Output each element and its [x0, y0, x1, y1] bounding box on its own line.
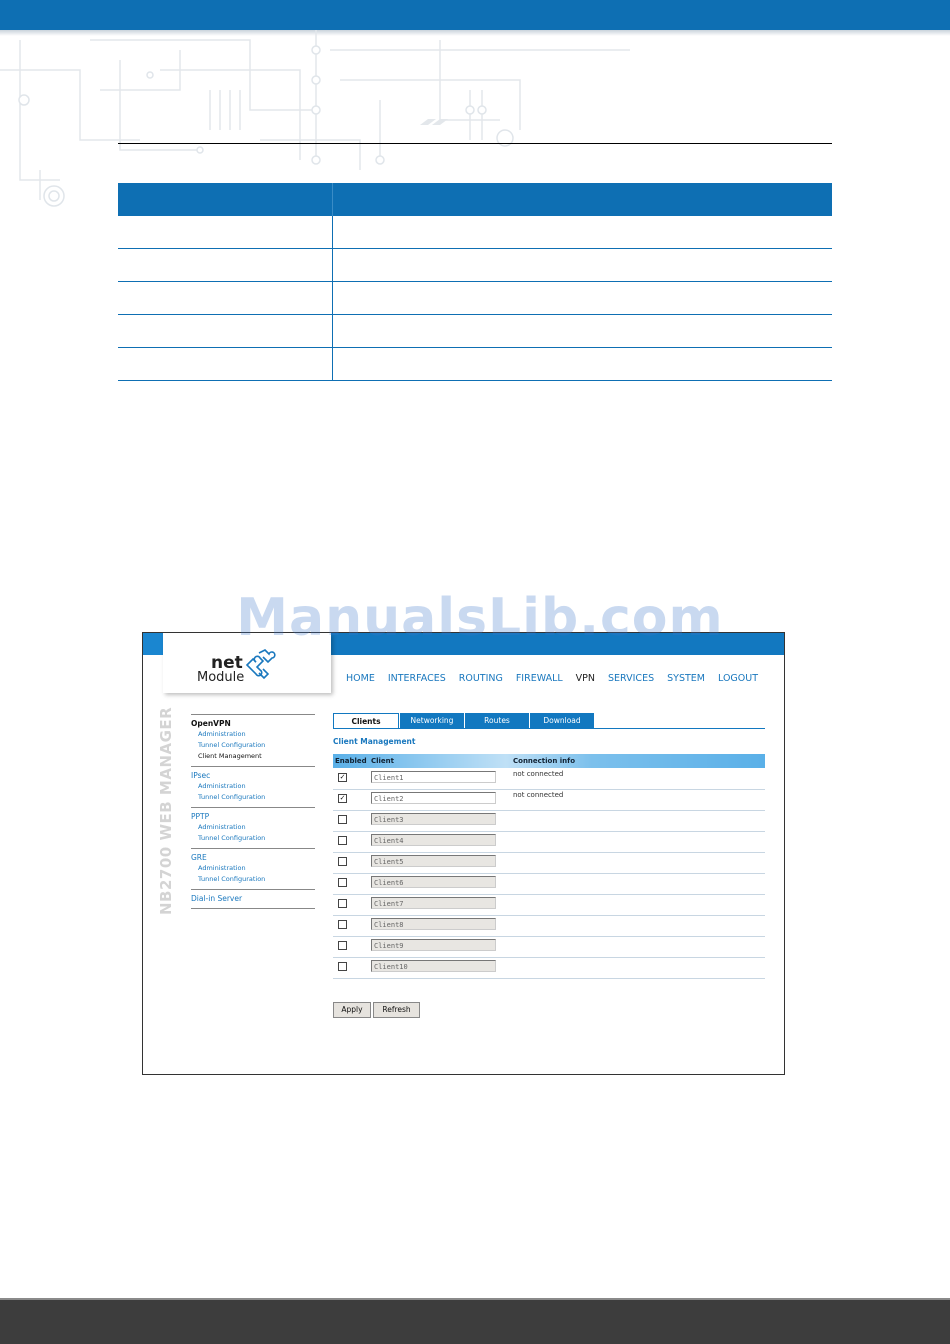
tab-routes[interactable]: Routes — [465, 713, 529, 728]
sidebar-group-pptp — [191, 807, 315, 848]
client-enabled-checkbox[interactable]: ✓ — [339, 794, 346, 802]
watermark: ManualsLib.com — [236, 588, 724, 648]
client-name-input[interactable]: Client3 — [371, 813, 496, 825]
tab-bar — [333, 713, 594, 728]
connection-info: not connected — [513, 791, 564, 799]
client-name-input[interactable]: Client10 — [371, 960, 496, 972]
web-manager-screenshot — [142, 632, 785, 1075]
nav-routing[interactable]: ROUTING — [458, 673, 503, 684]
tab-download[interactable]: Download — [530, 713, 594, 728]
client-enabled-checkbox[interactable] — [338, 878, 347, 887]
table-row — [118, 216, 832, 249]
client-enabled-checkbox[interactable] — [338, 815, 347, 824]
sidebar-item-gre[interactable]: GRE — [191, 853, 207, 862]
table-row — [118, 249, 832, 282]
nav-logout[interactable]: LOGOUT — [717, 673, 759, 684]
header-corner — [143, 633, 164, 655]
apply-button[interactable]: Apply — [333, 1002, 371, 1018]
sidebar-item-openvpn-administration[interactable]: Administration — [198, 730, 246, 738]
document-table — [118, 183, 832, 381]
table-row — [333, 936, 765, 958]
clients-table-header — [333, 754, 765, 768]
sidebar-item-ipsec-administration[interactable]: Administration — [198, 782, 246, 790]
tab-underline — [333, 728, 765, 729]
column-header-enabled: Enabled — [335, 757, 367, 765]
sidebar-item-gre-tunnel-configuration[interactable]: Tunnel Configuration — [198, 875, 266, 883]
table-row — [333, 810, 765, 832]
sidebar — [191, 714, 315, 909]
sidebar-group-openvpn — [191, 714, 315, 766]
client-enabled-checkbox[interactable] — [338, 836, 347, 845]
sidebar-item-client-management[interactable]: Client Management — [198, 752, 262, 760]
vertical-product-label: NB2700 WEB MANAGER — [157, 706, 175, 915]
sidebar-item-pptp[interactable]: PPTP — [191, 812, 210, 821]
client-name-input[interactable]: Client2 — [371, 792, 496, 804]
refresh-button[interactable]: Refresh — [373, 1002, 420, 1018]
tab-networking[interactable]: Networking — [400, 713, 464, 728]
document-rule — [118, 143, 832, 144]
sidebar-item-dialin-server[interactable]: Dial-in Server — [191, 894, 243, 903]
client-enabled-checkbox[interactable] — [338, 899, 347, 908]
page-header-bar — [0, 0, 950, 30]
logo-net-text: net — [211, 653, 243, 673]
sidebar-item-ipsec-tunnel-configuration[interactable]: Tunnel Configuration — [198, 793, 266, 801]
client-enabled-checkbox[interactable]: ✓ — [339, 773, 346, 781]
client-name-input[interactable]: Client4 — [371, 834, 496, 846]
column-header-connection-info: Connection info — [513, 757, 576, 765]
sidebar-group-ipsec — [191, 766, 315, 807]
logo-module-text: Module — [197, 670, 245, 685]
table-row — [333, 915, 765, 937]
table-row — [118, 348, 832, 381]
client-name-input[interactable]: Client6 — [371, 876, 496, 888]
client-enabled-checkbox[interactable] — [338, 857, 347, 866]
column-header-client: Client — [371, 757, 395, 765]
page-footer-bar — [0, 1300, 950, 1344]
table-row — [118, 282, 832, 315]
client-name-input[interactable]: Client5 — [371, 855, 496, 867]
client-name-input[interactable]: Client8 — [371, 918, 496, 930]
section-title: Client Management — [333, 737, 416, 746]
table-row — [333, 957, 765, 979]
client-enabled-checkbox[interactable] — [338, 920, 347, 929]
document-table-header — [118, 183, 832, 216]
nav-firewall[interactable]: FIREWALL — [515, 673, 563, 684]
client-name-input[interactable]: Client1 — [371, 771, 496, 783]
nav-services[interactable]: SERVICES — [608, 673, 655, 684]
sidebar-group-dialin — [191, 889, 315, 909]
main-nav — [346, 673, 758, 684]
table-row — [333, 789, 765, 811]
sidebar-group-gre — [191, 848, 315, 889]
client-name-input[interactable]: Client7 — [371, 897, 496, 909]
sidebar-item-pptp-administration[interactable]: Administration — [198, 823, 246, 831]
sidebar-item-openvpn[interactable]: OpenVPN — [191, 719, 231, 728]
client-enabled-checkbox[interactable] — [338, 962, 347, 971]
nav-system[interactable]: SYSTEM — [667, 673, 705, 684]
nav-vpn[interactable]: VPN — [575, 673, 596, 684]
client-name-input[interactable]: Client9 — [371, 939, 496, 951]
sidebar-item-ipsec[interactable]: IPsec — [191, 771, 211, 780]
connection-info: not connected — [513, 770, 564, 778]
puzzle-icon — [241, 647, 277, 683]
table-row — [333, 831, 765, 853]
table-row — [333, 852, 765, 874]
client-enabled-checkbox[interactable] — [338, 941, 347, 950]
nav-home[interactable]: HOME — [346, 673, 375, 684]
sidebar-item-gre-administration[interactable]: Administration — [198, 864, 246, 872]
tab-clients[interactable]: Clients — [333, 713, 399, 728]
table-row — [118, 315, 832, 348]
table-row — [333, 894, 765, 916]
nav-interfaces[interactable]: INTERFACES — [387, 673, 446, 684]
sidebar-item-pptp-tunnel-configuration[interactable]: Tunnel Configuration — [198, 834, 266, 842]
table-row — [333, 873, 765, 895]
sidebar-item-openvpn-tunnel-configuration[interactable]: Tunnel Configuration — [198, 741, 266, 749]
table-row — [333, 768, 765, 790]
